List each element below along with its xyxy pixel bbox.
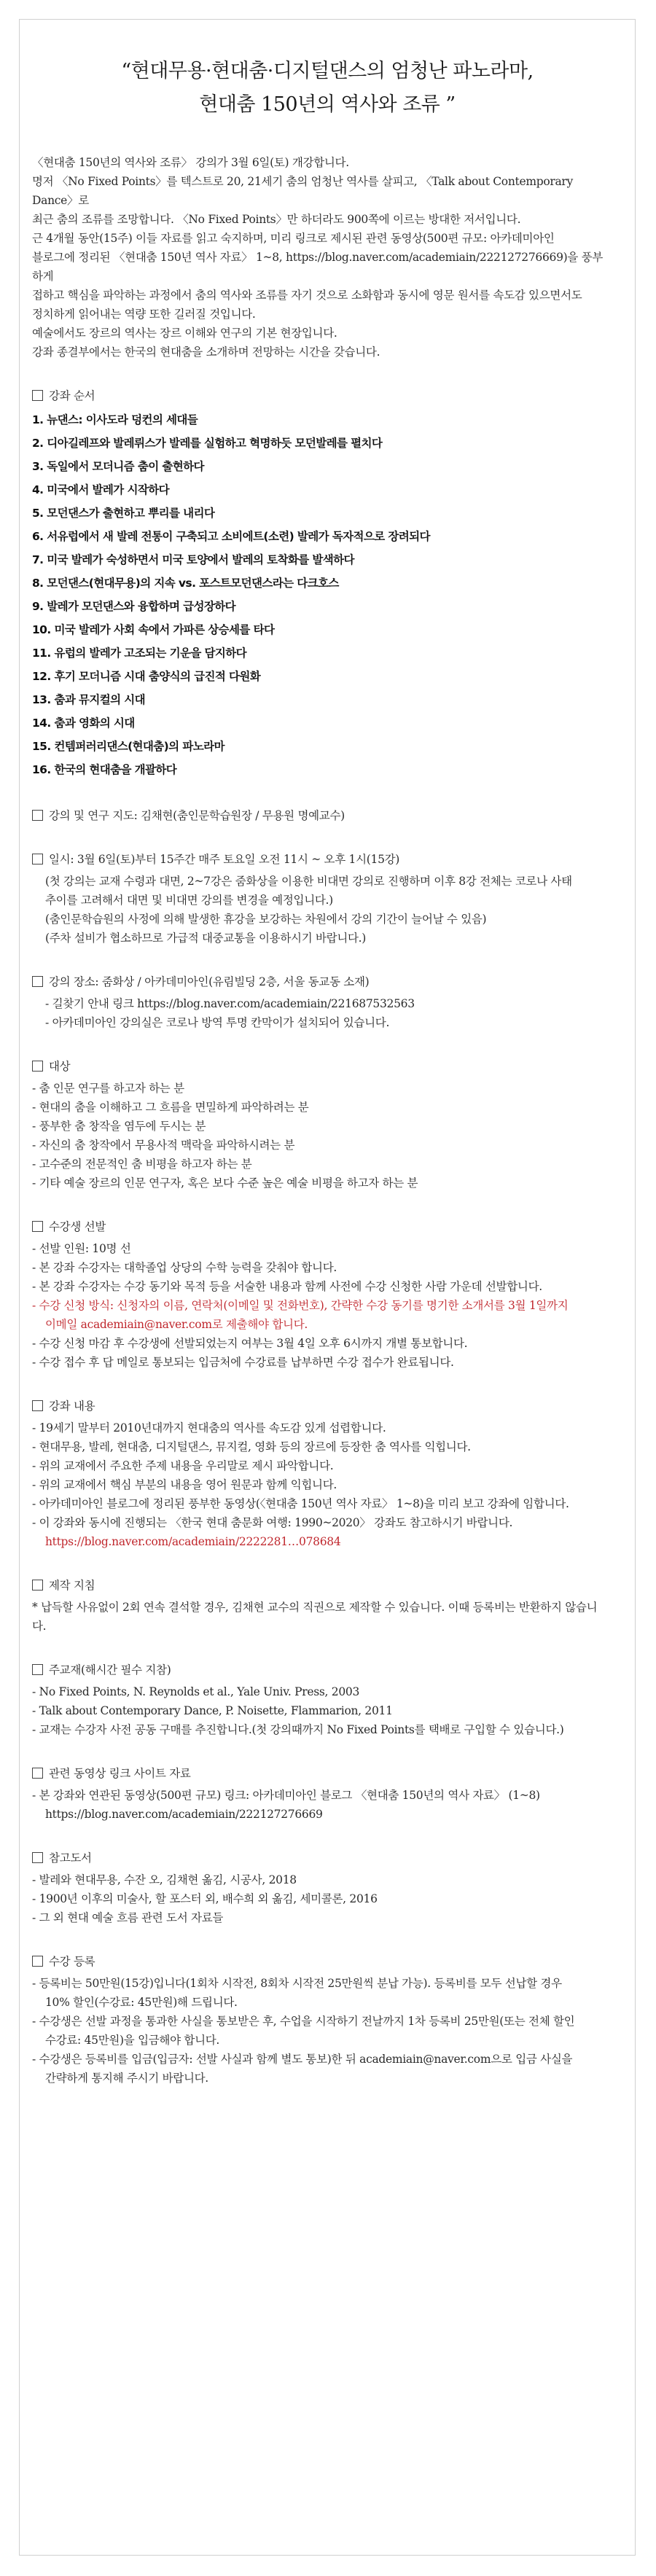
- section-textbook: [32, 1660, 608, 1739]
- checkbox-icon: [32, 1956, 43, 1967]
- checkbox-icon: [32, 854, 43, 864]
- references-line: - 1900년 이후의 미술사, 할 포스터 외, 배수희 외 옮김, 세미콜론, 2016: [32, 1892, 378, 1905]
- intro-line: 정치하게 읽어내는 역량 또한 길러질 것입니다.: [32, 308, 256, 321]
- registration-line: - 수강생은 등록비를 입금(입금자: 선발 사실과 함께 별도 통보)한 뒤 academiain@naver.com으로 입금 사실을: [32, 2053, 573, 2066]
- selection-line: - 수강 신청 마감 후 수강생에 선발되었는지 여부는 3월 4일 오후 6시까지 개별 통보합니다.: [32, 1337, 468, 1350]
- contents-line: - 위의 교재에서 주요한 주제 내용을 우리말로 제시 파악합니다.: [32, 1459, 334, 1472]
- section-references: [32, 1849, 608, 1927]
- contents-line: - 19세기 말부터 2010년대까지 현대춤의 역사를 속도감 있게 섭렵합니다.: [32, 1421, 386, 1435]
- toc-item: 14. 춤과 영화의 시대: [32, 717, 135, 730]
- checkbox-icon: [32, 976, 43, 987]
- checkbox-icon: [32, 1664, 43, 1675]
- intro-line: 최근 춤의 조류를 조망합니다. 〈No Fixed Points〉만 하더라도 900쪽에 이르는 방대한 저서입니다.: [32, 213, 521, 226]
- section-registration: [32, 1952, 608, 2088]
- toc-item: 15. 컨템퍼러리댄스(현대춤)의 파노라마: [32, 740, 224, 753]
- intro-line: 근 4개월 동안(15주) 이들 자료를 읽고 숙지하며, 미리 링크로 제시된 관련 동영상(500편 규모: 아카데미아인: [32, 232, 555, 245]
- contents-line: - 위의 교재에서 핵심 부분의 내용을 영어 원문과 함께 익힙니다.: [32, 1478, 337, 1491]
- target-line: - 현대의 춤을 이해하고 그 흐름을 면밀하게 파악하려는 분: [32, 1101, 309, 1114]
- references-line: - 발레와 현대무용, 수잔 오, 김채현 옮김, 시공사, 2018: [32, 1873, 297, 1886]
- selection-line: - 선발 인원: 10명 선: [32, 1242, 131, 1255]
- place-line: - 아카데미아인 강의실은 코로나 방역 투명 칸막이가 설치되어 있습니다.: [45, 1016, 390, 1029]
- section-contents: [32, 1397, 608, 1551]
- registration-line: 수강료: 45만원)을 입금해야 합니다.: [45, 2034, 220, 2047]
- textbook-line: - No Fixed Points, N. Reynolds et al., Yale Univ. Press, 2003: [32, 1685, 360, 1698]
- title-line-1: “현대무용·현대춤·디지털댄스의 엄청난 파노라마,: [121, 60, 534, 82]
- section-heading: 강좌 내용: [32, 1397, 608, 1416]
- section-heading: 대상: [32, 1057, 608, 1076]
- checkbox-icon: [32, 1061, 43, 1072]
- videos-link[interactable]: https://blog.naver.com/academiain/222127276669: [45, 1808, 323, 1821]
- production-line: * 납득할 사유없이 2회 연속 결석할 경우, 김채현 교수의 직권으로 제작할 수 있습니다. 이때 등록비는 반환하지 않습니다.: [32, 1601, 598, 1633]
- section-target: [32, 1057, 608, 1193]
- intro-line: 강좌 종결부에서는 한국의 현대춤을 소개하며 전망하는 시간을 갖습니다.: [32, 346, 380, 359]
- checkbox-icon: [32, 1400, 43, 1411]
- videos-line: - 본 강좌와 연관된 동영상(500편 규모) 링크: 아카데미아인 블로그 〈현대춤 150년의 역사 자료〉 (1~8): [32, 1789, 540, 1802]
- selection-line: - 수강 접수 후 답 메일로 통보되는 입금처에 수강료를 납부하면 수강 접수가 완료됩니다.: [32, 1356, 454, 1369]
- target-line: - 자신의 춤 창작에서 무용사적 맥락을 파악하시려는 분: [32, 1139, 295, 1152]
- contents-link[interactable]: https://blog.naver.com/academiain/2222281…078684: [45, 1535, 341, 1548]
- intro-line: 예술에서도 장르의 역사는 장르 이해와 연구의 기본 현장입니다.: [32, 327, 337, 340]
- place-line: - 길찾기 안내 링크 https://blog.naver.com/academiain/221687532563: [45, 997, 415, 1010]
- textbook-line: - Talk about Contemporary Dance, P. Noisette, Flammarion, 2011: [32, 1704, 393, 1717]
- target-line: - 고수준의 전문적인 춤 비평을 하고자 하는 분: [32, 1158, 252, 1171]
- registration-line: - 등록비는 50만원(15강)입니다(1회차 시작전, 8회차 시작전 25만원씩 분납 가능). 등록비를 모두 선납할 경우: [32, 1977, 562, 1990]
- section-heading: 주교재(해시간 필수 지참): [32, 1660, 608, 1679]
- intro: [32, 153, 608, 362]
- section-heading: 강좌 순서: [32, 386, 608, 405]
- contents-line: - 현대무용, 발레, 현대춤, 디지털댄스, 뮤지컬, 영화 등의 장르에 등장한 춤 역사를 익힙니다.: [32, 1440, 471, 1453]
- textbook-line: - 교재는 수강자 사전 공동 구매를 추진합니다.(첫 강의때까지 No Fixed Points를 택배로 구입할 수 있습니다.): [32, 1723, 564, 1736]
- contents-line: - 이 강좌와 동시에 진행되는 〈한국 현대 춤문화 여행: 1990~2020〉 강좌도 참고하시기 바랍니다.: [32, 1516, 513, 1529]
- toc-item: 16. 한국의 현대춤을 개괄하다: [32, 763, 177, 776]
- selection-apply-line: 이메일 academiain@naver.com로 제출해야 합니다.: [45, 1318, 308, 1331]
- section-heading: 강의 및 연구 지도: 김채현(춤인문학습원장 / 무용원 명예교수): [32, 806, 608, 825]
- toc-item: 6. 서유럽에서 새 발레 전통이 구축되고 소비에트(소련) 발레가 독자적으로 장려되다: [32, 530, 430, 543]
- toc-item: 11. 유럽의 발레가 고조되는 기운을 담지하다: [32, 647, 246, 660]
- schedule-line: (주차 설비가 협소하므로 가급적 대중교통을 이용하시기 바랍니다.): [45, 932, 367, 945]
- registration-line: - 수강생은 선발 과정을 통과한 사실을 통보받은 후, 수업을 시작하기 전날까지 1차 등록비 25만원(또는 전체 할인: [32, 2015, 575, 2028]
- toc-item: 1. 뉴댄스: 이사도라 덩컨의 세대들: [32, 413, 198, 426]
- target-line: - 기타 예술 장르의 인문 연구자, 혹은 보다 수준 높은 예술 비평을 하고자 하는 분: [32, 1176, 418, 1190]
- section-videos: [32, 1764, 608, 1824]
- toc-item: 3. 독일에서 모더니즘 춤이 출현하다: [32, 460, 204, 473]
- intro-line: 블로그에 정리된 〈현대춤 150년 역사 자료〉 1~8, https://blog.naver.com/academiain/222127276669)을 풍부하게: [32, 251, 604, 283]
- checkbox-icon: [32, 810, 43, 821]
- section-heading: 참고도서: [32, 1849, 608, 1867]
- section-heading: 일시: 3월 6일(토)부터 15주간 매주 토요일 오전 11시 ~ 오후 1시(15강): [32, 850, 608, 869]
- content: [32, 153, 608, 2088]
- toc-item: 8. 모던댄스(현대무용)의 지속 vs. 포스트모던댄스라는 다크호스: [32, 577, 339, 590]
- schedule-line: 추이를 고려해서 대면 및 비대면 강의를 변경을 예정입니다.): [45, 894, 333, 907]
- section-production: [32, 1576, 608, 1636]
- intro-line: 접하고 핵심을 파악하는 과정에서 춤의 역사와 조류를 자기 것으로 소화함과 동시에 영문 원서를 속도감 있으면서도: [32, 289, 582, 302]
- checkbox-icon: [32, 1768, 43, 1779]
- section-heading: 수강생 선발: [32, 1217, 608, 1236]
- target-line: - 춤 인문 연구를 하고자 하는 분: [32, 1082, 184, 1095]
- schedule-line: (춤인문학습원의 사정에 의해 발생한 휴강을 보강하는 차원에서 강의 기간이 늘어날 수 있음): [45, 913, 487, 926]
- references-line: - 그 외 현대 예술 흐름 관련 도서 자료들: [32, 1911, 224, 1924]
- intro-line: 명저 〈No Fixed Points〉를 텍스트로 20, 21세기 춤의 엄청난 역사를 살피고, 〈Talk about Contemporary Dance〉로: [32, 175, 573, 207]
- title-line-2: 현대춤 150년의 역사와 조류 ”: [199, 93, 456, 116]
- section-heading: 강의 장소: 줌화상 / 아카데미아인(유림빌딩 2층, 서울 동교동 소재): [32, 972, 608, 991]
- toc-item: 2. 디아길레프와 발레뤼스가 발레를 실험하고 혁명하듯 모던발레를 펼치다: [32, 437, 383, 450]
- contents-line: - 아카데미아인 블로그에 정리된 풍부한 동영상(〈현대춤 150년 역사 자료〉 1~8)을 미리 보고 강좌에 임합니다.: [32, 1497, 569, 1510]
- section-toc: [32, 386, 608, 781]
- toc-item: 9. 발레가 모던댄스와 융합하며 급성장하다: [32, 600, 236, 613]
- checkbox-icon: [32, 390, 43, 401]
- toc-item: 12. 후기 모더니즘 시대 춤양식의 급진적 다원화: [32, 670, 261, 683]
- section-instructor: [32, 806, 608, 825]
- checkbox-icon: [32, 1852, 43, 1863]
- selection-apply-line: - 수강 신청 방식: 신청자의 이름, 연락처(이메일 및 전화번호), 간략한 수강 동기를 명기한 소개서를 3월 1일까지: [32, 1299, 569, 1312]
- section-heading: 수강 등록: [32, 1952, 608, 1971]
- registration-line: 10% 할인(수강료: 45만원)해 드립니다.: [45, 1996, 238, 2009]
- selection-line: - 본 강좌 수강자는 대학졸업 상당의 수학 능력을 갖춰야 합니다.: [32, 1261, 337, 1274]
- toc-item: 4. 미국에서 발레가 시작하다: [32, 483, 169, 496]
- page-title: [20, 55, 635, 122]
- registration-line: 간략하게 통지해 주시기 바랍니다.: [45, 2072, 208, 2085]
- checkbox-icon: [32, 1221, 43, 1232]
- toc-list: [32, 408, 608, 781]
- toc-item: 13. 춤과 뮤지컬의 시대: [32, 693, 146, 706]
- section-heading: 제작 지침: [32, 1576, 608, 1595]
- intro-line: 〈현대춤 150년의 역사와 조류〉 강의가 3월 6일(토) 개강합니다.: [32, 156, 349, 169]
- checkbox-icon: [32, 1580, 43, 1591]
- toc-item: 7. 미국 발레가 숙성하면서 미국 토양에서 발레의 토착화를 발색하다: [32, 553, 354, 566]
- section-heading: 관련 동영상 링크 사이트 자료: [32, 1764, 608, 1783]
- section-schedule: [32, 850, 608, 948]
- toc-item: 10. 미국 발레가 사회 속에서 가파른 상승세를 타다: [32, 623, 275, 636]
- section-selection: [32, 1217, 608, 1372]
- toc-item: 5. 모던댄스가 출현하고 뿌리를 내리다: [32, 507, 215, 520]
- schedule-line: (첫 강의는 교재 수령과 대면, 2~7강은 줌화상을 이용한 비대면 강의로 진행하며 이후 8강 전체는 코로나 사태: [45, 875, 572, 888]
- selection-line: - 본 강좌 수강자는 수강 동기와 목적 등을 서술한 내용과 함께 사전에 수강 신청한 사람 가운데 선발합니다.: [32, 1280, 542, 1293]
- target-line: - 풍부한 춤 창작을 염두에 두시는 분: [32, 1120, 206, 1133]
- section-place: [32, 972, 608, 1032]
